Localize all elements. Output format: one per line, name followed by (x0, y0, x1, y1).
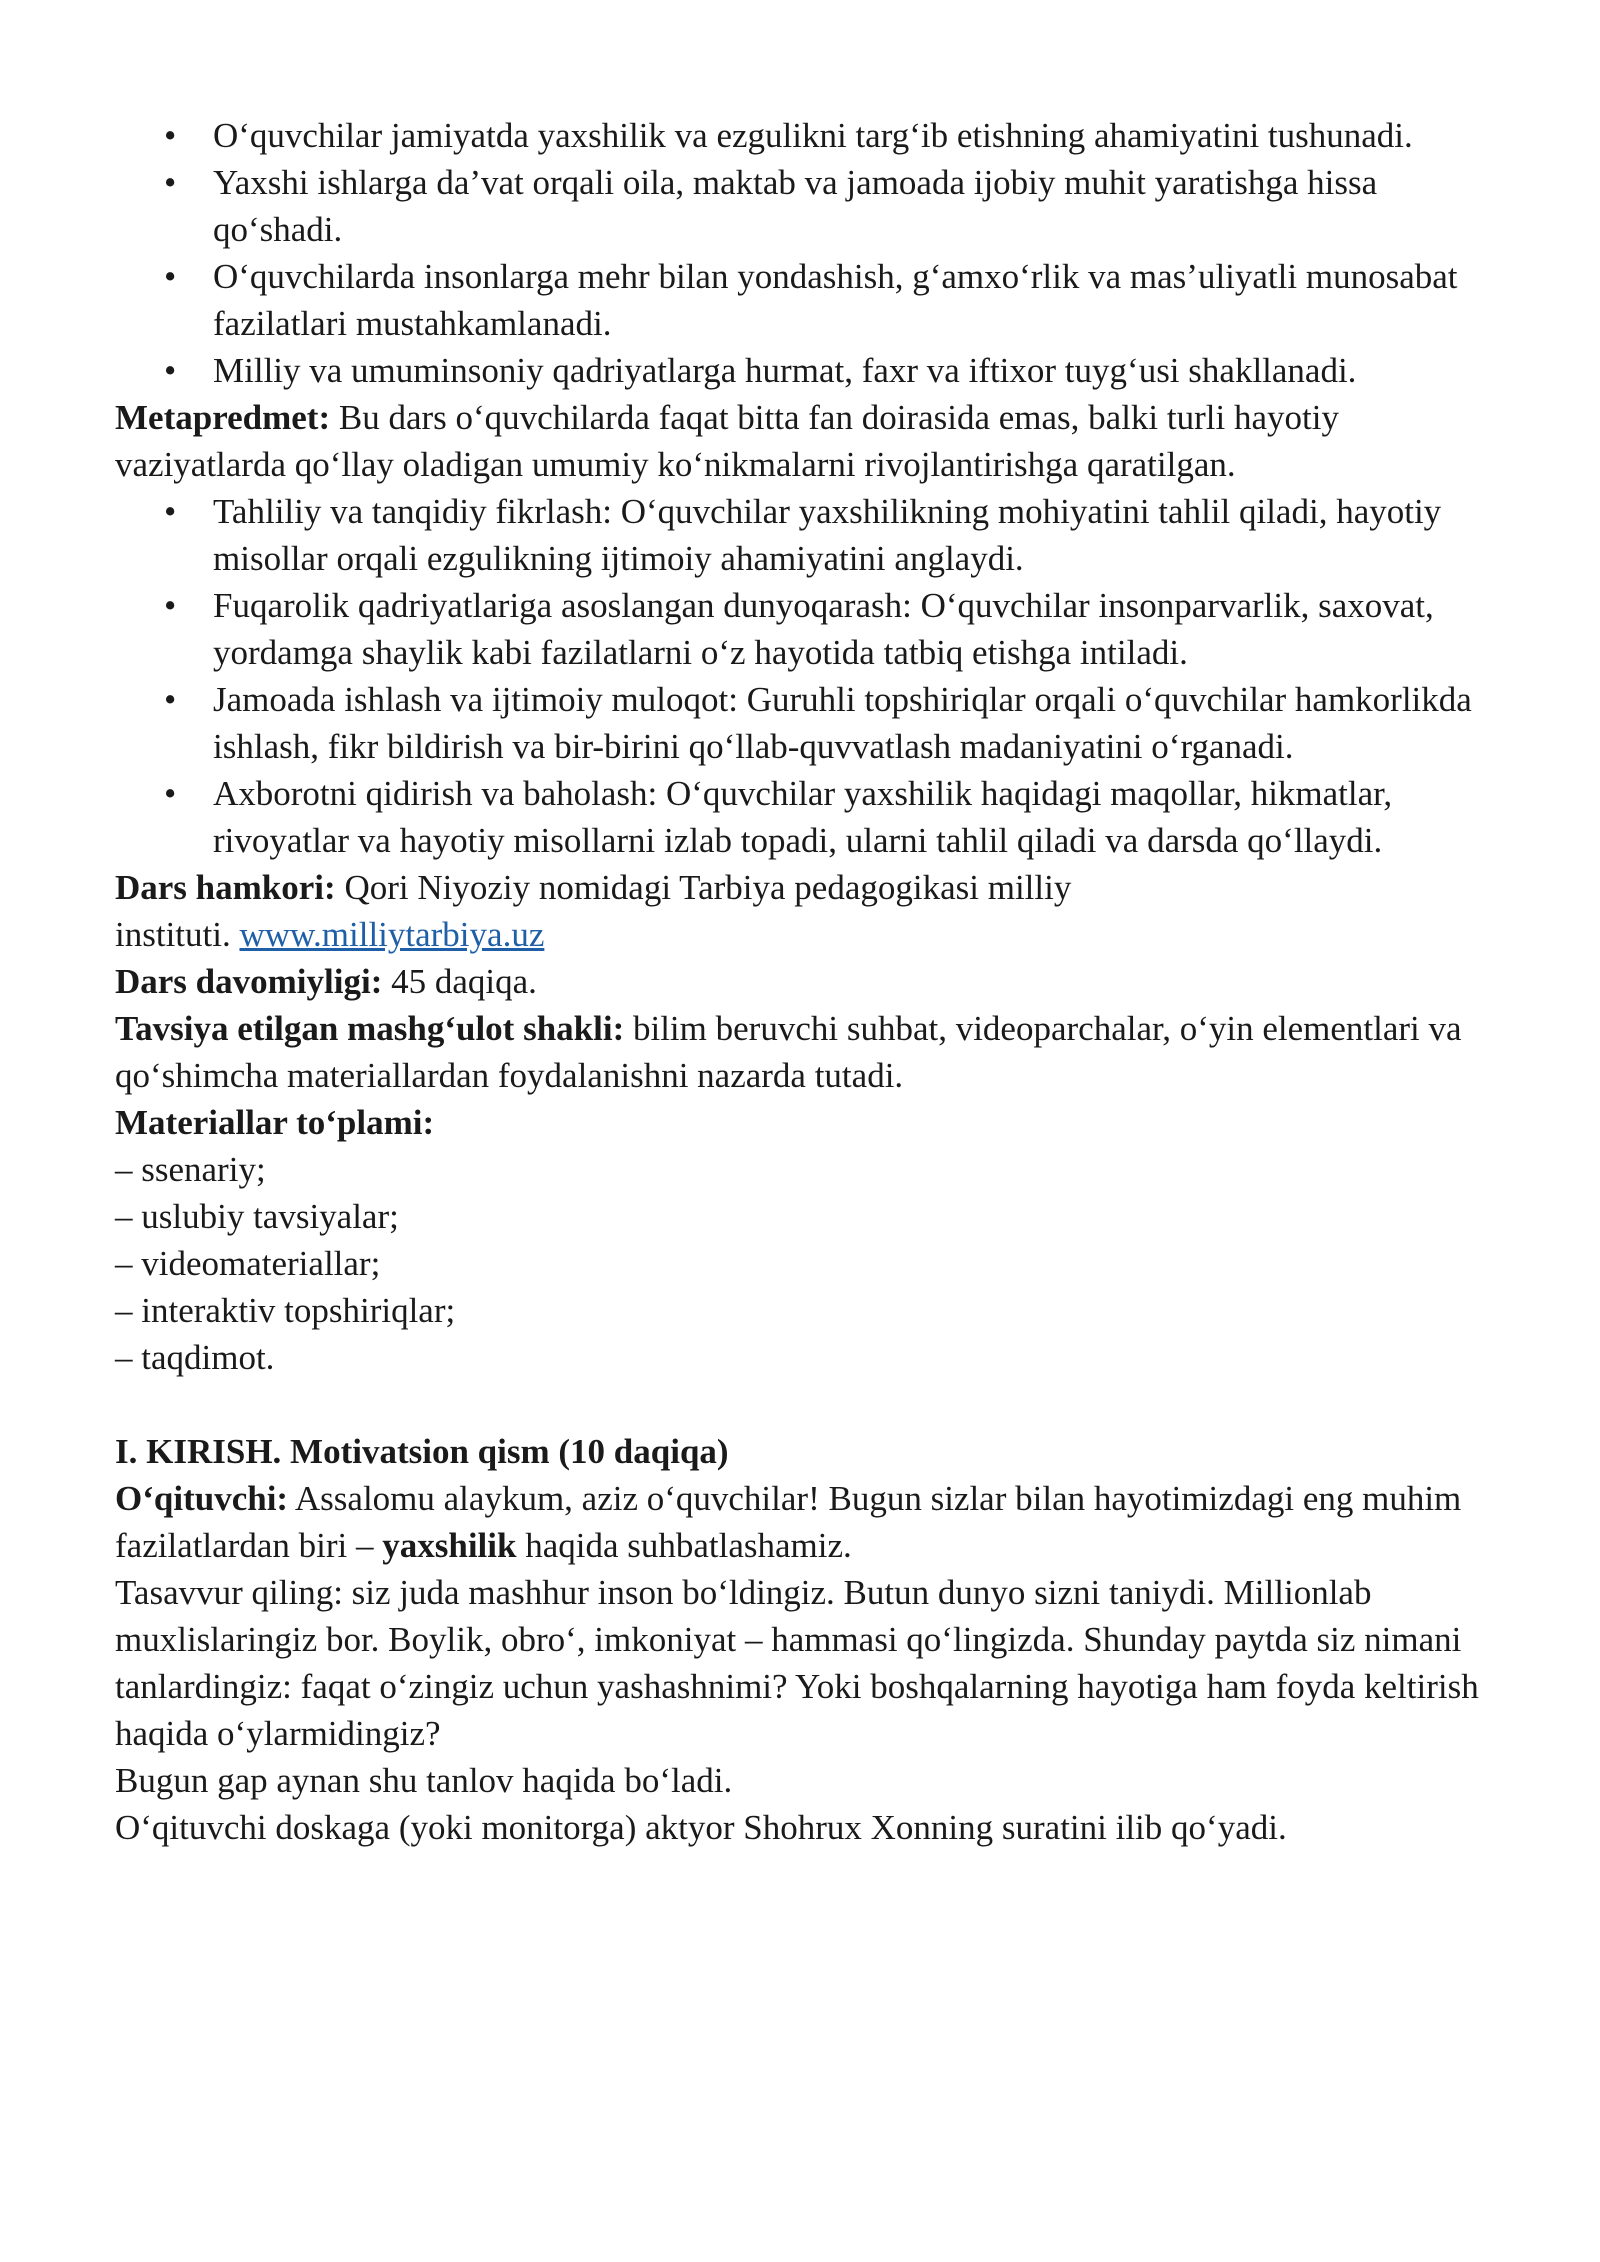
teacher-paragraph (115, 1475, 1515, 1569)
list-item-text: Jamoada ishlash va ijtimoiy muloqot: Guruhli topshiriqlar orqali o‘quvchilar hamkorlikda ishlash, fikr bildirish va bir-birini qo‘llab-quvvatlash madaniyatini o‘rganadi. (213, 680, 1472, 766)
hamkor-text: Qori Niyoziy nomidagi Tarbiya pedagogikasi milliy (335, 868, 1072, 907)
blank-line (115, 1381, 1515, 1428)
list-item (115, 112, 1515, 159)
shakl-paragraph (115, 1005, 1515, 1099)
shakl-text: bilim beruvchi suhbat, videoparchalar, o‘yin elementlari va qo‘shimcha materiallardan foydalanishni nazarda tutadi. (115, 1009, 1462, 1095)
document-page (115, 112, 1515, 1851)
hamkor-paragraph (115, 864, 1515, 958)
list-item-text: Milliy va umuminsoniy qadriyatlarga hurmat, faxr va iftixor tuyg‘usi shakllanadi. (213, 351, 1357, 390)
bullet-icon: • (164, 774, 177, 813)
material-item: – videomateriallar; (115, 1244, 381, 1283)
list-item-text: Fuqarolik qadriyatlariga asoslangan dunyoqarash: O‘quvchilar insonparvarlik, saxovat, yordamga shaylik kabi fazilatlarni o‘z hayotida tatbiq etishga intiladi. (213, 586, 1434, 672)
list-item-text: O‘quvchilar jamiyatda yaxshilik va ezgulikni targ‘ib etishning ahamiyatini tushunadi. (213, 116, 1413, 155)
list-item-text: Yaxshi ishlarga da’vat orqali oila, maktab va jamoada ijobiy muhit yaratishga hissa qo‘shadi. (213, 163, 1378, 249)
bullet-icon: • (164, 492, 177, 531)
material-item: – interaktiv topshiriqlar; (115, 1291, 456, 1330)
material-item: – ssenariy; (115, 1150, 266, 1189)
shakl-label: Tavsiya etilgan mashg‘ulot shakli: (115, 1009, 625, 1048)
hamkor-text-cont: instituti. (115, 915, 240, 954)
body-paragraph: Bugun gap aynan shu tanlov haqida bo‘ladi. (115, 1761, 733, 1800)
teacher-text: Assalomu alaykum, aziz o‘quvchilar! Bugun sizlar bilan hayotimizdagi eng muhim fazilatlardan biri – (115, 1479, 1462, 1565)
material-item: – taqdimot. (115, 1338, 275, 1377)
hamkor-label: Dars hamkori: (115, 868, 336, 907)
bullet-icon: • (164, 680, 177, 719)
list-item (115, 488, 1515, 582)
list-item (115, 159, 1515, 253)
website-link[interactable]: www.milliytarbiya.uz (239, 915, 545, 954)
list-item (115, 582, 1515, 676)
davomiylik-label: Dars davomiyligi: (115, 962, 383, 1001)
teacher-label: O‘qituvchi: (115, 1479, 289, 1518)
list-item (115, 676, 1515, 770)
bullet-icon: • (164, 116, 177, 155)
list-item-text: Tahliliy va tanqidiy fikrlash: O‘quvchilar yaxshilikning mohiyatini tahlil qiladi, hayotiy misollar orqali ezgulikning ijtimoiy ahamiyatini anglaydi. (213, 492, 1442, 578)
materiallar-heading (115, 1099, 1515, 1146)
body-paragraph: Tasavvur qiling: siz juda mashhur inson bo‘ldingiz. Butun dunyo sizni taniydi. Millionlab muxlislaringiz bor. Boylik, obro‘, imkoniyat – hammasi qo‘lingizda. Shunday paytda siz nimani tanlardingiz: faqat o‘zingiz uchun yashashnimi? Yoki boshqalarning hayotiga ham foyda keltirish haqida o‘ylarmidingiz? (115, 1573, 1479, 1753)
list-item (115, 347, 1515, 394)
list-item-text: Axborotni qidirish va baholash: O‘quvchilar yaxshilik haqidagi maqollar, hikmatlar, rivoyatlar va hayotiy misollarni izlab topadi, ularni tahlil qiladi va darsda qo‘llaydi. (213, 774, 1393, 860)
bullet-icon: • (164, 257, 177, 296)
section-title-text: I. KIRISH. Motivatsion qism (10 daqiqa) (115, 1432, 729, 1471)
bullet-icon: • (164, 586, 177, 625)
meta-skills-list (115, 488, 1515, 864)
outcomes-list (115, 112, 1515, 394)
body-paragraph: O‘qituvchi doskaga (yoki monitorga) aktyor Shohrux Xonning suratini ilib qo‘yadi. (115, 1808, 1287, 1847)
davomiylik-text: 45 daqiqa. (382, 962, 537, 1001)
davomiylik-paragraph (115, 958, 1515, 1005)
bullet-icon: • (164, 351, 177, 390)
list-item-text: O‘quvchilarda insonlarga mehr bilan yondashish, g‘amxo‘rlik va mas’uliyatli munosabat fazilatlari mustahkamlanadi. (213, 257, 1458, 343)
section-title (115, 1428, 1515, 1475)
metapredmet-text: Bu dars o‘quvchilarda faqat bitta fan doirasida emas, balki turli hayotiy vaziyatlarda qo‘llay oladigan umumiy ko‘nikmalarni rivojlantirishga qaratilgan. (115, 398, 1339, 484)
material-item: – uslubiy tavsiyalar; (115, 1197, 399, 1236)
bullet-icon: • (164, 163, 177, 202)
metapredmet-label: Metapredmet: (115, 398, 331, 437)
metapredmet-paragraph (115, 394, 1515, 488)
teacher-text-end: haqida suhbatlashamiz. (516, 1526, 852, 1565)
materiallar-label: Materiallar to‘plami: (115, 1103, 435, 1142)
list-item (115, 770, 1515, 864)
teacher-bold-word: yaxshilik (382, 1526, 517, 1565)
list-item (115, 253, 1515, 347)
